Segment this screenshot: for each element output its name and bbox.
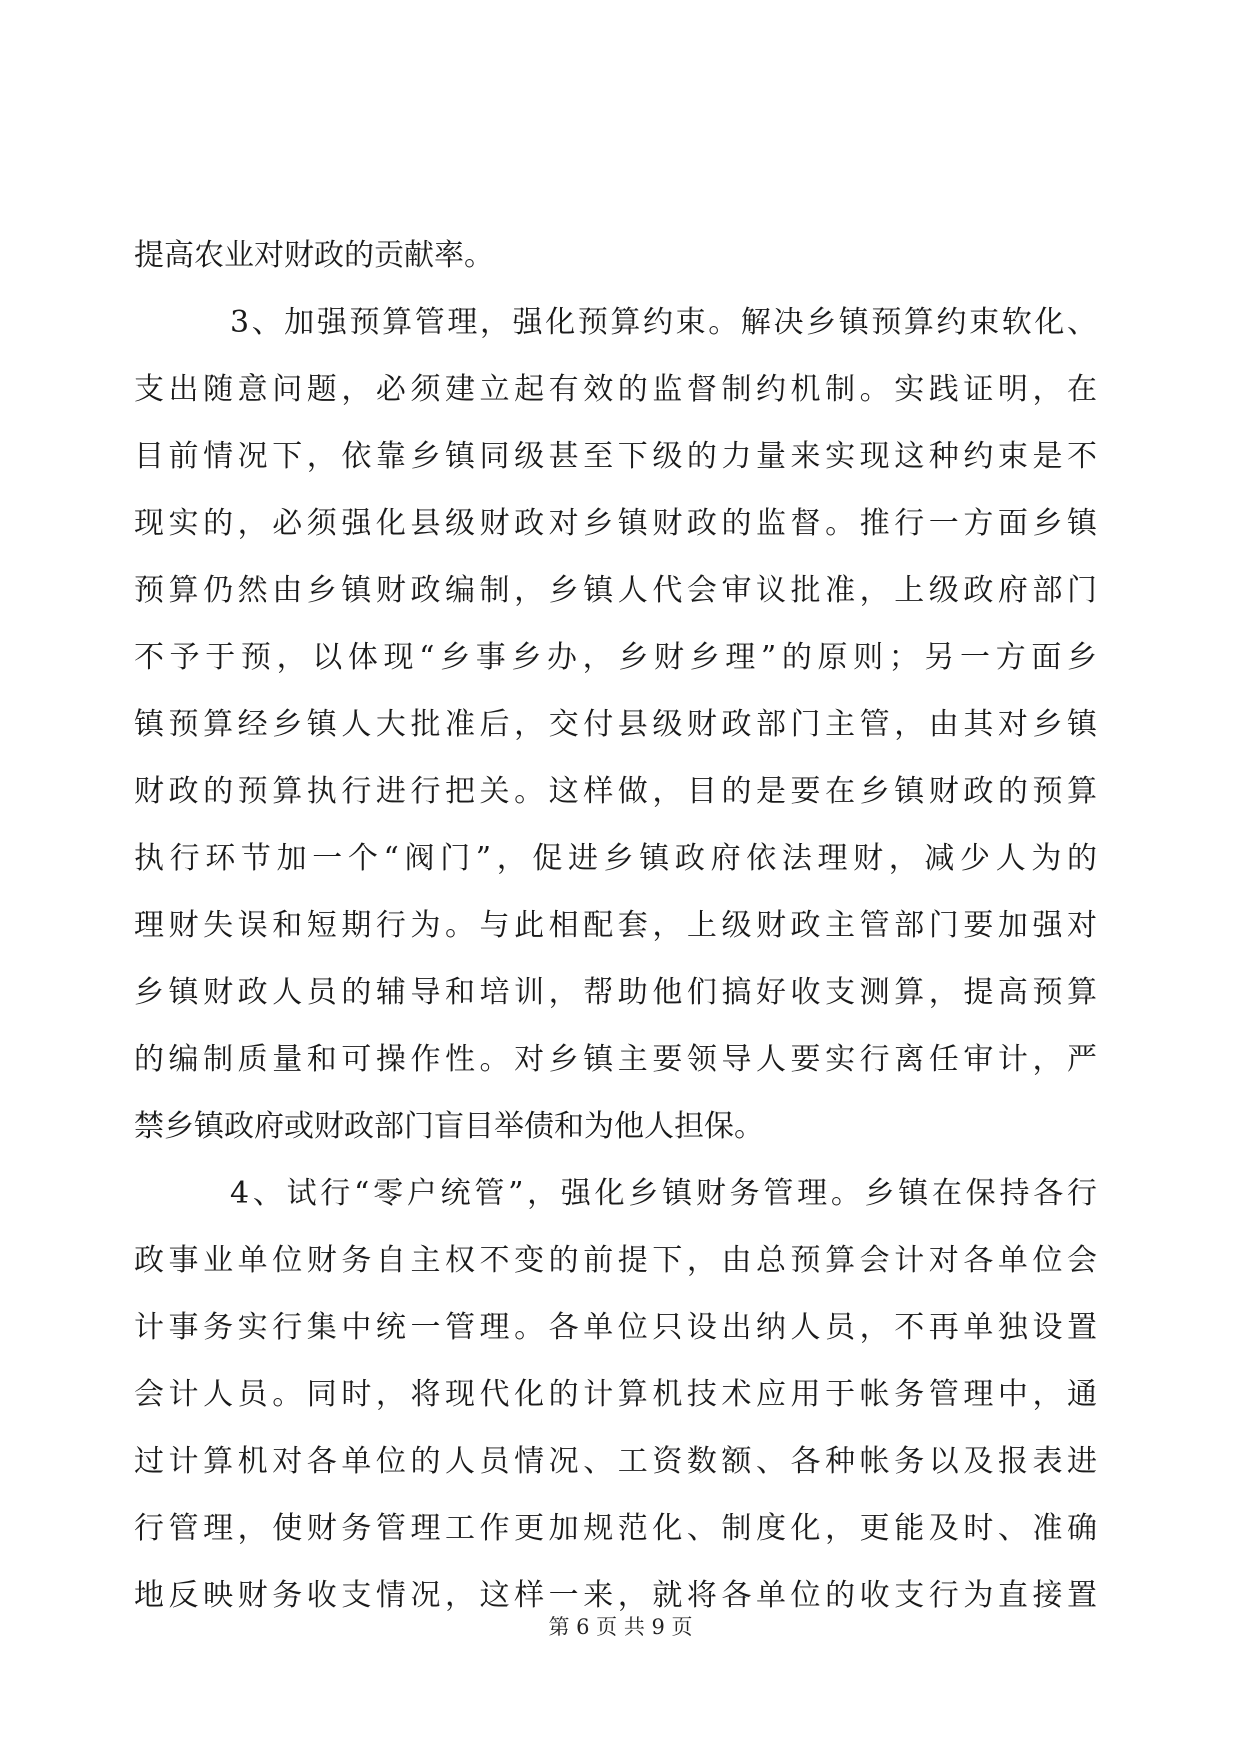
text-line: 行管理，使财务管理工作更加规范化、制度化，更能及时、准确 [134, 1511, 1097, 1546]
text-line: 的编制质量和可操作性。对乡镇主要领导人要实行离任审计，严 [134, 1042, 1097, 1077]
text-line: 目前情况下，依靠乡镇同级甚至下级的力量来实现这种约束是不 [134, 439, 1097, 474]
text-line: 预算仍然由乡镇财政编制，乡镇人代会审议批准，上级政府部门 [134, 573, 1097, 608]
text-line: 现实的，必须强化县级财政对乡镇财政的监督。推行一方面乡镇 [134, 506, 1097, 541]
text-line: 会计人员。同时，将现代化的计算机技术应用于帐务管理中，通 [134, 1377, 1097, 1412]
text-line: 禁乡镇政府或财政部门盲目举债和为他人担保。 [134, 1109, 764, 1144]
text-line: 镇预算经乡镇人大批准后，交付县级财政部门主管，由其对乡镇 [134, 707, 1097, 742]
text-line: 支出随意问题，必须建立起有效的监督制约机制。实践证明，在 [134, 372, 1097, 407]
text-line: 执行环节加一个“阀门”，促进乡镇政府依法理财，减少人为的 [134, 841, 1097, 876]
text-line: 3、加强预算管理，强化预算约束。解决乡镇预算约束软化、 [230, 305, 1097, 340]
text-line: 理财失误和短期行为。与此相配套，上级财政主管部门要加强对 [134, 908, 1097, 943]
text-line: 4、试行“零户统管”，强化乡镇财务管理。乡镇在保持各行 [230, 1176, 1097, 1211]
text-line: 财政的预算执行进行把关。这样做，目的是要在乡镇财政的预算 [134, 774, 1097, 809]
text-line: 过计算机对各单位的人员情况、工资数额、各种帐务以及报表进 [134, 1444, 1097, 1479]
text-line: 地反映财务收支情况，这样一来，就将各单位的收支行为直接置 [134, 1578, 1097, 1613]
text-line: 乡镇财政人员的辅导和培训，帮助他们搞好收支测算，提高预算 [134, 975, 1097, 1010]
page-number-footer: 第 6 页 共 9 页 [548, 1615, 693, 1639]
text-line: 提高农业对财政的贡献率。 [134, 238, 494, 273]
text-line: 计事务实行集中统一管理。各单位只设出纳人员，不再单独设置 [134, 1310, 1097, 1345]
text-line: 不予于预，以体现“乡事乡办，乡财乡理”的原则；另一方面乡 [134, 640, 1097, 675]
body-text [134, 222, 1097, 1629]
text-line: 政事业单位财务自主权不变的前提下，由总预算会计对各单位会 [134, 1243, 1097, 1278]
